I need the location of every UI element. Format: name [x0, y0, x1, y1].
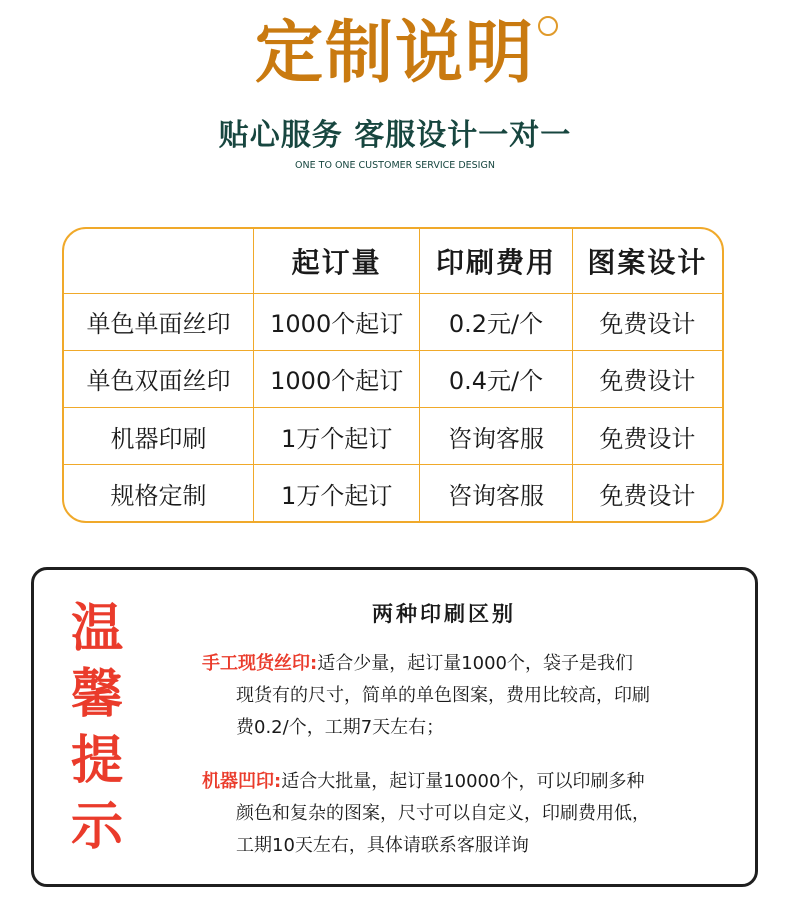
table-header-cell: 图案设计	[572, 229, 722, 293]
tips-box	[31, 567, 758, 887]
tip-item-hand-screen-print	[202, 648, 732, 744]
table-row	[64, 465, 722, 521]
table-header-cell: 起订量	[254, 229, 420, 293]
table-cell: 单色双面丝印	[64, 350, 254, 407]
table-header-row	[64, 229, 722, 293]
table-cell: 1000个起订	[254, 350, 420, 407]
table-header-cell: 印刷费用	[420, 229, 572, 293]
table-header-cell	[64, 229, 254, 293]
tip-line: 颜色和复杂的图案，尺寸可以自定义，印刷费用低，	[236, 803, 650, 824]
tips-side-char: 馨	[70, 665, 123, 725]
table-cell: 单色单面丝印	[64, 293, 254, 350]
tips-side-char: 示	[70, 797, 123, 857]
table-cell: 咨询客服	[420, 408, 572, 465]
tip-text: 适合大批量，起订量10000个，可以印刷多种	[281, 771, 645, 792]
tip-label: 手工现货丝印:	[202, 653, 318, 674]
page-title: 定制说明	[254, 14, 535, 93]
tips-side-char: 提	[70, 731, 123, 791]
tip-label: 机器凹印:	[202, 771, 282, 792]
table-cell: 0.2元/个	[420, 293, 572, 350]
page-subtitle-english: ONE TO ONE CUSTOMER SERVICE DESIGN	[295, 160, 495, 171]
tips-side-label	[67, 596, 127, 860]
table-cell: 免费设计	[572, 408, 722, 465]
tips-side-char: 温	[70, 599, 123, 659]
tip-line	[202, 648, 732, 680]
table-cell: 0.4元/个	[420, 350, 572, 407]
tip-item-machine-gravure	[202, 766, 732, 862]
table-cell: 1万个起订	[254, 465, 420, 521]
table-cell: 免费设计	[572, 465, 722, 521]
table-cell: 咨询客服	[420, 465, 572, 521]
tips-heading: 两种印刷区别	[372, 602, 516, 626]
page-subtitle: 贴心服务 客服设计一对一	[218, 118, 572, 153]
tip-line: 现货有的尺寸，简单的单色图案，费用比较高，印刷	[236, 685, 650, 706]
table-row	[64, 350, 722, 407]
tip-line: 费0.2/个，工期7天左右；	[236, 717, 445, 738]
circle-decoration-icon	[538, 16, 558, 36]
table-cell: 免费设计	[572, 293, 722, 350]
table-row	[64, 408, 722, 465]
price-table	[62, 227, 724, 523]
table-cell: 1万个起订	[254, 408, 420, 465]
table-cell: 机器印刷	[64, 408, 254, 465]
table-cell: 规格定制	[64, 465, 254, 521]
tip-line	[202, 766, 732, 798]
table-cell: 1000个起订	[254, 293, 420, 350]
tip-line: 工期10天左右，具体请联系客服详询	[236, 835, 529, 856]
tip-text: 适合少量，起订量1000个，袋子是我们	[317, 653, 634, 674]
table-cell: 免费设计	[572, 350, 722, 407]
table-row	[64, 293, 722, 350]
